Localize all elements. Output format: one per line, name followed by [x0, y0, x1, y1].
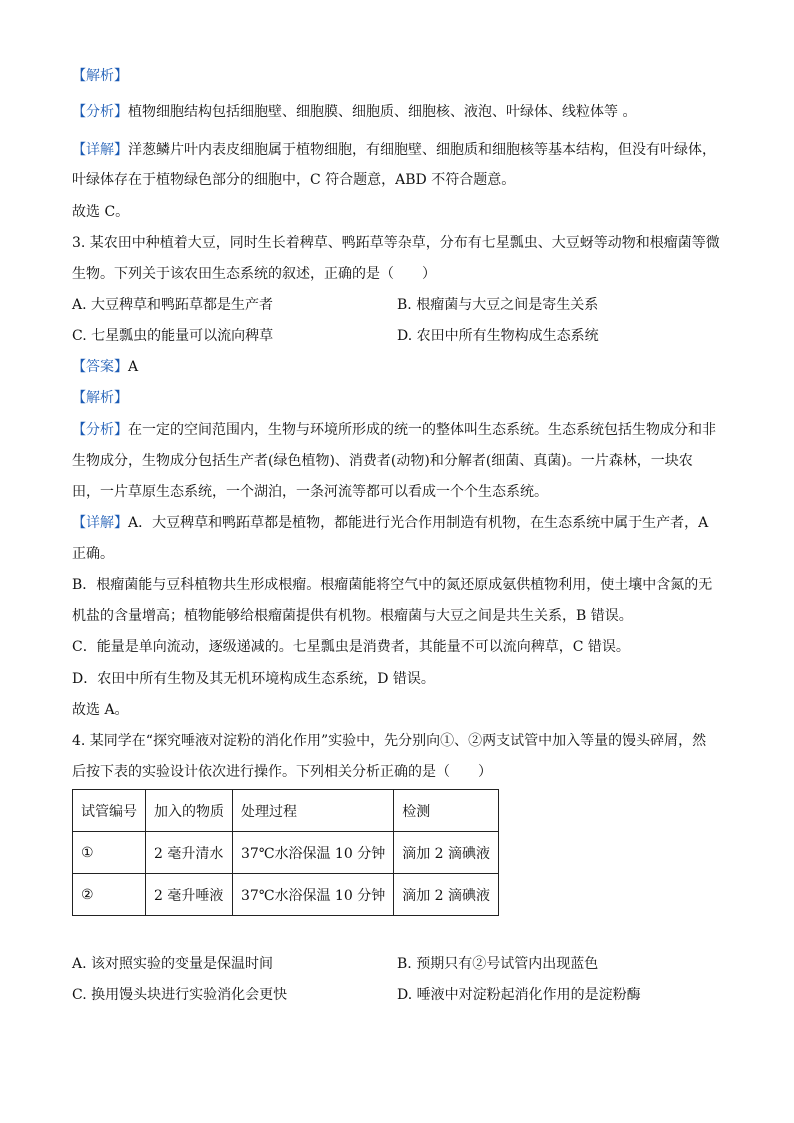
conclusion: 故选 C。: [72, 204, 130, 220]
detail-line: A．大豆稗草和鸭跖草都是植物，都能进行光合作用制造有机物，在生态系统中属于生产者，A: [128, 515, 709, 531]
q3-answer: [72, 358, 138, 376]
analysis-heading: 【解析】: [72, 390, 128, 406]
detail-paragraph: [72, 141, 716, 159]
conclusion: 故选 A。: [72, 702, 129, 718]
q3-option-b: B. 根瘤菌与大豆之间是寄生关系: [397, 297, 599, 313]
table-cell: 37℃水浴保温 10 分钟: [233, 832, 394, 874]
table-cell: 滴加 2 滴碘液: [394, 832, 499, 874]
question-3-stem: 生物。下列关于该农田生态系统的叙述，正确的是（ ）: [72, 266, 436, 282]
table-header-cell: 处理过程: [233, 790, 394, 832]
analysis-heading: 【解析】: [72, 68, 128, 84]
table-cell: ①: [73, 832, 146, 874]
analysis-text: 生物成分，生物成分包括生产者(绿色植物)、消费者(动物)和分解者(细菌、真菌)。一片森林，一块农: [72, 453, 693, 469]
detail-line: B．根瘤菌能与豆科植物共生形成根瘤。根瘤菌能将空气中的氮还原成氨供植物利用，使土壤中含氮的无: [72, 577, 713, 593]
table-cell: 2 毫升唾液: [146, 874, 233, 916]
detail-line: 叶绿体存在于植物绿色部分的细胞中，C 符合题意，ABD 不符合题意。: [72, 172, 516, 188]
detail-line: C．能量是单向流动，逐级递减的。七星瓢虫是消费者，其能量不可以流向稗草，C 错误。: [72, 639, 630, 655]
detail-line: 洋葱鳞片叶内表皮细胞属于植物细胞，有细胞壁、细胞质和细胞核等基本结构，但没有叶绿体，: [128, 142, 716, 158]
table-header-cell: 试管编号: [73, 790, 146, 832]
experiment-table: [72, 789, 499, 916]
analysis-paragraph: [72, 103, 636, 121]
table-cell: 2 毫升清水: [146, 832, 233, 874]
detail-paragraph: [72, 514, 708, 532]
table-row: [73, 832, 499, 874]
answer-value: A: [128, 359, 139, 375]
detail-line: D．农田中所有生物及其无机环境构成生态系统，D 错误。: [72, 671, 435, 687]
analysis-tag: 【分析】: [72, 422, 128, 438]
table-row: [73, 874, 499, 916]
detail-line: 机盐的含量增高；植物能够给根瘤菌提供有机物。根瘤菌与大豆之间是共生关系，B 错误。: [72, 608, 633, 624]
analysis-text: 植物细胞结构包括细胞壁、细胞膜、细胞质、细胞核、液泡、叶绿体、线粒体等 。: [128, 104, 637, 120]
analysis-text: 在一定的空间范围内，生物与环境所形成的统一的整体叫生态系统。生态系统包括生物成分和非: [128, 422, 716, 438]
table-header-cell: 检测: [394, 790, 499, 832]
q4-option-d: D. 唾液中对淀粉起消化作用的是淀粉酶: [397, 987, 641, 1003]
analysis-tag: 【分析】: [72, 104, 128, 120]
table-cell: 37℃水浴保温 10 分钟: [233, 874, 394, 916]
question-4-stem: 4. 某同学在“探究唾液对淀粉的消化作用”实验中，先分别向①、②两支试管中加入等量的馒头碎屑，然: [72, 733, 707, 749]
detail-tag: 【详解】: [72, 515, 128, 531]
q3-option-a: A. 大豆稗草和鸭跖草都是生产者: [72, 297, 274, 313]
analysis-paragraph: [72, 421, 716, 439]
table-header-cell: 加入的物质: [146, 790, 233, 832]
table-cell: ②: [73, 874, 146, 916]
q4-option-c: C. 换用馒头块进行实验消化会更快: [72, 987, 288, 1003]
q3-option-c: C. 七星瓢虫的能量可以流向稗草: [72, 328, 274, 344]
table-cell: 滴加 2 滴碘液: [394, 874, 499, 916]
q4-option-a: A. 该对照实验的变量是保温时间: [72, 956, 274, 972]
table-header-row: [73, 790, 499, 832]
analysis-text: 田，一片草原生态系统，一个湖泊，一条河流等都可以看成一个个生态系统。: [72, 484, 548, 500]
answer-tag: 【答案】: [72, 359, 128, 375]
q3-option-d: D. 农田中所有生物构成生态系统: [397, 328, 599, 344]
question-4-stem: 后按下表的实验设计依次进行操作。下列相关分析正确的是（ ）: [72, 764, 492, 780]
detail-line: 正确。: [72, 546, 114, 562]
question-3-stem: 3. 某农田中种植着大豆，同时生长着稗草、鸭跖草等杂草，分布有七星瓢虫、大豆蚜等动物和根瘤菌等微: [72, 235, 720, 251]
q4-option-b: B. 预期只有②号试管内出现蓝色: [397, 956, 599, 972]
detail-tag: 【详解】: [72, 142, 128, 158]
